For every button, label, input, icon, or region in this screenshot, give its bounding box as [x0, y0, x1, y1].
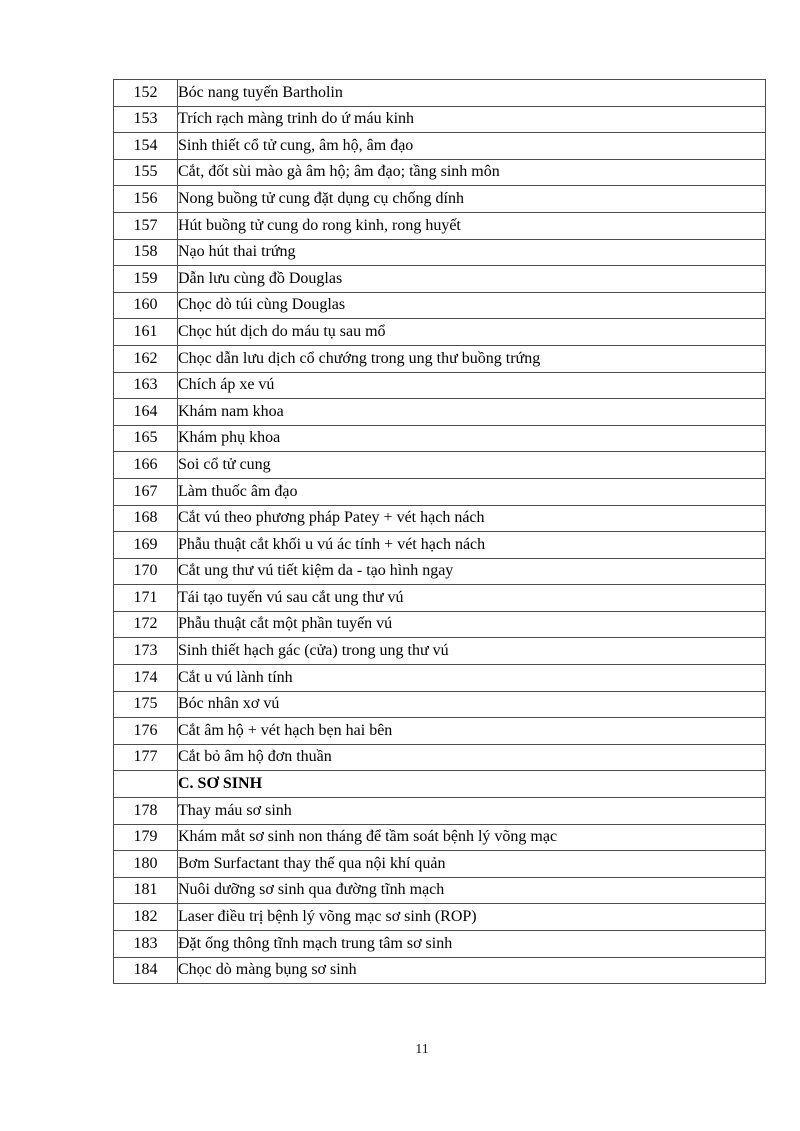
procedure-name: Bóc nang tuyến Bartholin — [178, 80, 766, 107]
procedure-name: Phẫu thuật cắt một phần tuyến vú — [178, 611, 766, 638]
row-number-cell: 156 — [114, 186, 178, 213]
procedure-name: Thay máu sơ sinh — [178, 798, 766, 825]
table-row — [114, 877, 766, 904]
table-row — [114, 292, 766, 319]
table-row — [114, 532, 766, 559]
table-row — [114, 798, 766, 825]
row-number-cell: 173 — [114, 638, 178, 665]
table-row — [114, 931, 766, 958]
procedure-name: Soi cổ tử cung — [178, 452, 766, 479]
table-row — [114, 824, 766, 851]
row-number-cell: 183 — [114, 931, 178, 958]
table-row — [114, 133, 766, 160]
table-row — [114, 372, 766, 399]
procedure-name: Sinh thiết hạch gác (cửa) trong ung thư vú — [178, 638, 766, 665]
table-row — [114, 212, 766, 239]
table-row — [114, 266, 766, 293]
procedure-name: Chọc dẫn lưu dịch cổ chướng trong ung thư buồng trứng — [178, 345, 766, 372]
row-number-cell: 159 — [114, 266, 178, 293]
row-number-cell: 169 — [114, 532, 178, 559]
row-number-cell: 166 — [114, 452, 178, 479]
table-row — [114, 452, 766, 479]
procedure-name: Khám nam khoa — [178, 399, 766, 426]
procedure-name: Chích áp xe vú — [178, 372, 766, 399]
procedure-name: Khám phụ khoa — [178, 425, 766, 452]
table-row — [114, 80, 766, 107]
table-row — [114, 159, 766, 186]
table-row — [114, 691, 766, 718]
row-number-cell: 155 — [114, 159, 178, 186]
row-number-cell: 172 — [114, 611, 178, 638]
table-row — [114, 558, 766, 585]
procedure-name: Dẫn lưu cùng đồ Douglas — [178, 266, 766, 293]
table-row — [114, 585, 766, 612]
row-number-cell: 153 — [114, 106, 178, 133]
procedure-name: Chọc dò màng bụng sơ sinh — [178, 957, 766, 984]
procedure-name: Khám mắt sơ sinh non tháng để tầm soát bệnh lý võng mạc — [178, 824, 766, 851]
table-row — [114, 904, 766, 931]
row-number-cell: 179 — [114, 824, 178, 851]
row-number-cell: 175 — [114, 691, 178, 718]
row-number-cell: 164 — [114, 399, 178, 426]
table-row — [114, 505, 766, 532]
table-row — [114, 718, 766, 745]
row-number-cell: 170 — [114, 558, 178, 585]
procedure-name: Làm thuốc âm đạo — [178, 478, 766, 505]
row-number-cell: 152 — [114, 80, 178, 107]
row-number-cell: 154 — [114, 133, 178, 160]
table-row — [114, 399, 766, 426]
row-number-cell: 180 — [114, 851, 178, 878]
procedure-table — [113, 79, 766, 984]
table-row — [114, 478, 766, 505]
table-row — [114, 744, 766, 771]
section-title: C. SƠ SINH — [178, 771, 766, 798]
row-number-cell: 184 — [114, 957, 178, 984]
row-number-cell: 177 — [114, 744, 178, 771]
procedure-name: Cắt vú theo phương pháp Patey + vét hạch nách — [178, 505, 766, 532]
procedure-name: Chọc hút dịch do máu tụ sau mổ — [178, 319, 766, 346]
procedure-name: Cắt âm hộ + vét hạch bẹn hai bên — [178, 718, 766, 745]
procedure-name: Phẫu thuật cắt khối u vú ác tính + vét hạch nách — [178, 532, 766, 559]
row-number-cell: 171 — [114, 585, 178, 612]
table-row — [114, 319, 766, 346]
table-row — [114, 957, 766, 984]
section-row — [114, 771, 766, 798]
procedure-name: Cắt u vú lành tính — [178, 665, 766, 692]
procedure-name: Sinh thiết cổ tử cung, âm hộ, âm đạo — [178, 133, 766, 160]
row-number-cell: 163 — [114, 372, 178, 399]
row-number-cell: 160 — [114, 292, 178, 319]
row-number-cell: 161 — [114, 319, 178, 346]
procedure-name: Cắt bỏ âm hộ đơn thuần — [178, 744, 766, 771]
row-number-cell: 167 — [114, 478, 178, 505]
procedure-name: Nuôi dưỡng sơ sinh qua đường tĩnh mạch — [178, 877, 766, 904]
row-number-cell: 174 — [114, 665, 178, 692]
table-row — [114, 638, 766, 665]
procedure-name: Chọc dò túi cùng Douglas — [178, 292, 766, 319]
row-number-cell: 162 — [114, 345, 178, 372]
procedure-name: Laser điều trị bệnh lý võng mạc sơ sinh (ROP) — [178, 904, 766, 931]
table-row — [114, 665, 766, 692]
row-number-cell — [114, 771, 178, 798]
row-number-cell: 182 — [114, 904, 178, 931]
table-row — [114, 345, 766, 372]
row-number-cell: 168 — [114, 505, 178, 532]
procedure-name: Cắt, đốt sùi mào gà âm hộ; âm đạo; tầng sinh môn — [178, 159, 766, 186]
procedure-name: Đặt ống thông tĩnh mạch trung tâm sơ sinh — [178, 931, 766, 958]
procedure-table-body — [114, 80, 766, 984]
table-row — [114, 239, 766, 266]
procedure-name: Trích rạch màng trinh do ứ máu kinh — [178, 106, 766, 133]
procedure-name: Cắt ung thư vú tiết kiệm da - tạo hình ngay — [178, 558, 766, 585]
row-number-cell: 165 — [114, 425, 178, 452]
row-number-cell: 178 — [114, 798, 178, 825]
procedure-name: Nạo hút thai trứng — [178, 239, 766, 266]
procedure-name: Hút buồng tử cung do rong kinh, rong huyết — [178, 212, 766, 239]
table-row — [114, 106, 766, 133]
table-row — [114, 186, 766, 213]
table-row — [114, 425, 766, 452]
procedure-name: Bơm Surfactant thay thế qua nội khí quản — [178, 851, 766, 878]
page-number: 11 — [415, 1042, 429, 1057]
procedure-name: Bóc nhân xơ vú — [178, 691, 766, 718]
row-number-cell: 157 — [114, 212, 178, 239]
row-number-cell: 158 — [114, 239, 178, 266]
procedure-name: Tái tạo tuyến vú sau cắt ung thư vú — [178, 585, 766, 612]
row-number-cell: 176 — [114, 718, 178, 745]
table-row — [114, 851, 766, 878]
procedure-name: Nong buồng tử cung đặt dụng cụ chống dính — [178, 186, 766, 213]
table-row — [114, 611, 766, 638]
row-number-cell: 181 — [114, 877, 178, 904]
